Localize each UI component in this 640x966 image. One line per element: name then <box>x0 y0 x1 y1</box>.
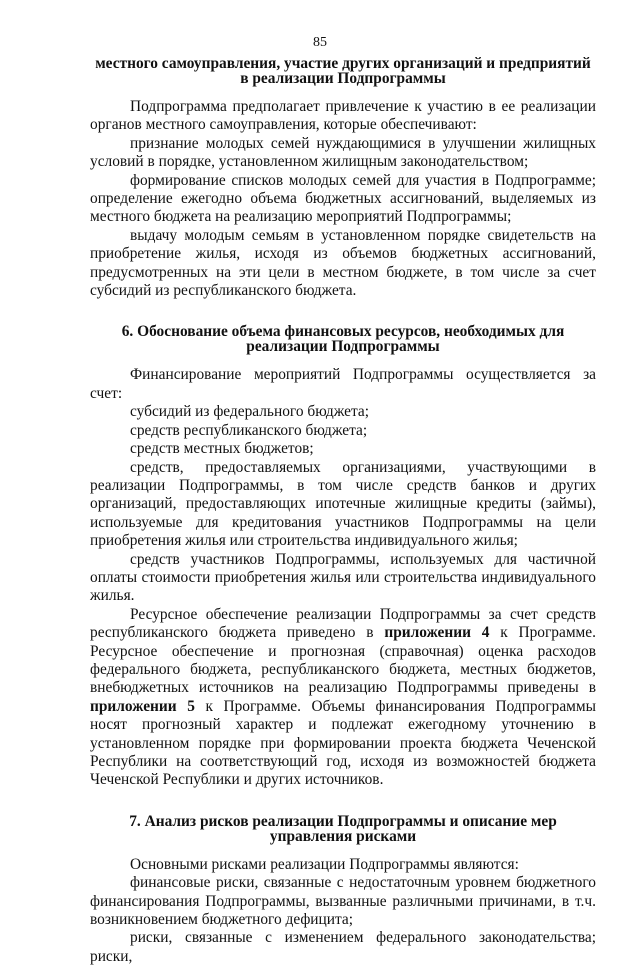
section6-heading-line2: реализации Подпрограммы <box>246 338 440 356</box>
appendix-5-ref: приложении 5 <box>90 697 195 715</box>
paragraph: риски, связанные с изменением федерального законодательства; риски, <box>90 929 596 965</box>
paragraph: средств участников Подпрограммы, используемых для частичной оплаты стоимости приобретения жилья или строительства индивидуального жилья. <box>90 550 596 605</box>
paragraph: Подпрограмма предполагает привлечение к участию в ее реализации органов местного самоуправления, которые обеспечивают: <box>90 98 596 134</box>
section6-heading <box>90 324 596 354</box>
text-span: к Программе. Ресурсное обеспечение и прогнозная (справочная) оценка расходов федерального бюджета, республиканского бюджета, местных бюджетов, внебюджетных источников на реализацию Подпрограммы приведены в <box>90 624 596 697</box>
text-span: Ресурсное обеспечение реализации Подпрограммы за счет средств республиканского бюджета приведено в <box>90 605 596 642</box>
section5-heading-line1: местного самоуправления, участие других организаций и предприятий <box>95 55 591 72</box>
section7-heading-line1: 7. Анализ рисков реализации Подпрограммы и описание мер <box>129 812 557 830</box>
section7-heading <box>90 814 596 844</box>
page-number: 85 <box>313 35 327 50</box>
paragraph: субсидий из федерального бюджета; <box>130 403 370 421</box>
paragraph: средств республиканского бюджета; <box>130 421 368 439</box>
section6-heading-line1: 6. Обоснование объема финансовых ресурсов, необходимых для <box>121 323 565 341</box>
section7-heading-line2: управления рисками <box>269 827 417 845</box>
paragraph: признание молодых семей нуждающимися в улучшении жилищных условий в порядке, установленном жилищным законодательством; <box>90 134 596 171</box>
paragraph: формирование списков молодых семей для участия в Подпрограмме; определение ежегодно объема бюджетных ассигнований, выделяемых из местного бюджета на реализацию мероприятий Подпрограммы; <box>90 171 596 226</box>
paragraph: финансовые риски, связанные с недостаточным уровнем бюджетного финансирования Подпрограммы, вызванные различными причинами, в т.ч. возникновением бюджетного дефицита; <box>90 874 596 929</box>
appendix-4-ref: приложении 4 <box>384 624 490 642</box>
paragraph: средств местных бюджетов; <box>130 440 314 458</box>
section5-heading-line2: в реализации Подпрограммы <box>240 70 446 87</box>
page-content <box>90 54 596 966</box>
paragraph: Основными рисками реализации Подпрограммы являются: <box>130 855 519 873</box>
section5-heading <box>90 56 596 86</box>
paragraph: средств, предоставляемых организациями, участвующими в реализации Подпрограммы, в том числе средств банков и других организаций, предоставляющих ипотечные жилищные кредиты (займы), используемые для кредитования участников Подпрограммы на цели приобретения жилья или строительства индивидуального жилья; <box>90 458 596 550</box>
text-span: к Программе. Объемы финансирования Подпрограммы носят прогнозный характер и подлежат ежегодному уточнению в установленном порядке при формировании проекта бюджета Чеченской Республики на соответствующий год, исходя из возможностей бюджета Чеченской Республики и других источников. <box>90 697 596 789</box>
paragraph: Финансирование мероприятий Подпрограммы осуществляется за счет: <box>90 366 596 402</box>
paragraph: выдачу молодым семьям в установленном порядке свидетельств на приобретение жилья, исходя из объемов бюджетных ассигнований, предусмотренных на эти цели в местном бюджете, в том числе за счет субсидий из республиканского бюджета. <box>90 226 596 300</box>
resource-paragraph <box>90 606 596 790</box>
